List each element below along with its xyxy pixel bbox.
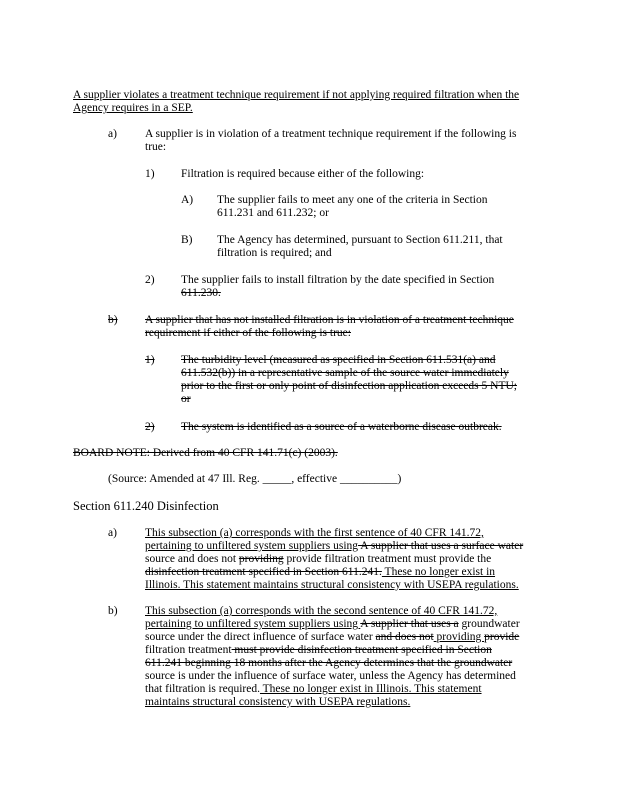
s240a-line-5: Illinois. This statement maintains structural consistency with USEPA regulations. (145, 579, 519, 591)
label-b2: 2) (145, 421, 155, 433)
aA-line-2: 611.231 and 611.232; or (217, 207, 329, 219)
b1-line-4: or (181, 393, 191, 405)
intro-line-2: Agency requires in a SEP. (73, 102, 193, 114)
source-note: (Source: Amended at 47 Ill. Reg. _____, effective __________) (108, 473, 402, 485)
s240a-line-4-ins: These no longer exist in (381, 566, 496, 578)
s240b-line-7-ins: These no longer exist in Illinois. This statement (259, 683, 482, 695)
label-b: b) (108, 314, 118, 326)
s240b-line-8: maintains structural consistency with USEPA regulations. (145, 696, 411, 708)
s240a-line-3-del: providing (238, 553, 284, 565)
s240b-line-7 (145, 683, 482, 696)
s240b-label: b) (108, 605, 118, 617)
s240b-line-1: This subsection (a) corresponds with the second sentence of 40 CFR 141.72, (145, 605, 498, 617)
s240a-line-4-del: disinfection treatment specified in Section 611.241. (145, 566, 382, 578)
s240b-line-2-ins: pertaining to unfiltered system suppliers using (145, 618, 361, 630)
s240b-line-3-del2: provide (484, 631, 520, 643)
s240b-line-3-a: source under the direct influence of surface water (145, 631, 376, 643)
label-a2: 2) (145, 274, 155, 286)
b-line-1: A supplier that has not installed filtration is in violation of a treatment technique (145, 314, 514, 326)
s240b-line-3-del: and does not (375, 631, 434, 643)
aA-line-1: The supplier fails to meet any one of the criteria in Section (217, 194, 488, 206)
a2-line-1: The supplier fails to install filtration by the date specified in Section (181, 274, 495, 286)
aB-line-2: filtration is required; and (217, 247, 332, 259)
aB-line-1: The Agency has determined, pursuant to Section 611.211, that (217, 234, 503, 246)
s240a-line-2-del: A supplier that uses a surface water (358, 540, 524, 552)
a2-line-2: 611.230. (181, 287, 221, 299)
s240a-line-3-a: source and does not (145, 553, 239, 565)
s240b-line-5: 611.241 beginning 18 months after the Agency determines that the groundwater (145, 657, 513, 669)
s240b-line-2-del: A supplier that uses a (360, 618, 459, 630)
s240a-line-2 (145, 540, 523, 553)
s240a-label: a) (108, 527, 117, 539)
s240b-line-3-ins: providing (433, 631, 485, 643)
s240b-line-3 (145, 631, 519, 644)
label-a1: 1) (145, 168, 155, 180)
s240a-line-4 (145, 566, 495, 579)
label-a: a) (108, 128, 117, 140)
intro-line-1: A supplier violates a treatment technique requirement if not applying required filtration when the (73, 89, 520, 101)
section-heading: Section 611.240 Disinfection (73, 499, 219, 513)
b1-line-1: The turbidity level (measured as specified in Section 611.531(a) and (181, 354, 496, 366)
s240a-line-2-ins: pertaining to unfiltered system suppliers using (145, 540, 359, 552)
s240b-line-6: source is under the influence of surface water, unless the Agency has determined (145, 670, 516, 682)
label-aB: B) (181, 234, 193, 246)
a-line-1: A supplier is in violation of a treatment technique requirement if the following is (145, 128, 517, 140)
b2-line-1: The system is identified as a source of a waterborne disease outbreak. (181, 421, 502, 433)
b1-line-3: prior to the first or only point of disinfection application exceeds 5 NTU; (181, 380, 517, 392)
s240b-line-2-c: groundwater (458, 618, 520, 630)
s240b-line-2 (145, 618, 520, 631)
a-line-2: true: (145, 141, 167, 153)
s240b-line-4 (145, 644, 492, 657)
s240a-line-3-c: provide filtration treatment must provide the (283, 553, 492, 565)
s240b-line-4-del: must provide disinfection treatment specified in Section (231, 644, 492, 656)
s240b-line-7-a: that filtration is required. (145, 683, 260, 695)
s240a-line-1: This subsection (a) corresponds with the first sentence of 40 CFR 141.72, (145, 527, 484, 539)
s240b-line-4-a: filtration treatment (145, 644, 232, 656)
label-aA: A) (181, 194, 194, 206)
label-b1: 1) (145, 354, 155, 366)
s240a-line-3 (145, 553, 491, 566)
b-line-2: requirement if either of the following is true: (145, 327, 351, 339)
a1-line-1: Filtration is required because either of the following: (181, 168, 425, 180)
b1-line-2: 611.532(b)) in a representative sample of the source water immediately (181, 367, 509, 379)
board-note: BOARD NOTE: Derived from 40 CFR 141.71(c) (2003). (73, 447, 338, 459)
